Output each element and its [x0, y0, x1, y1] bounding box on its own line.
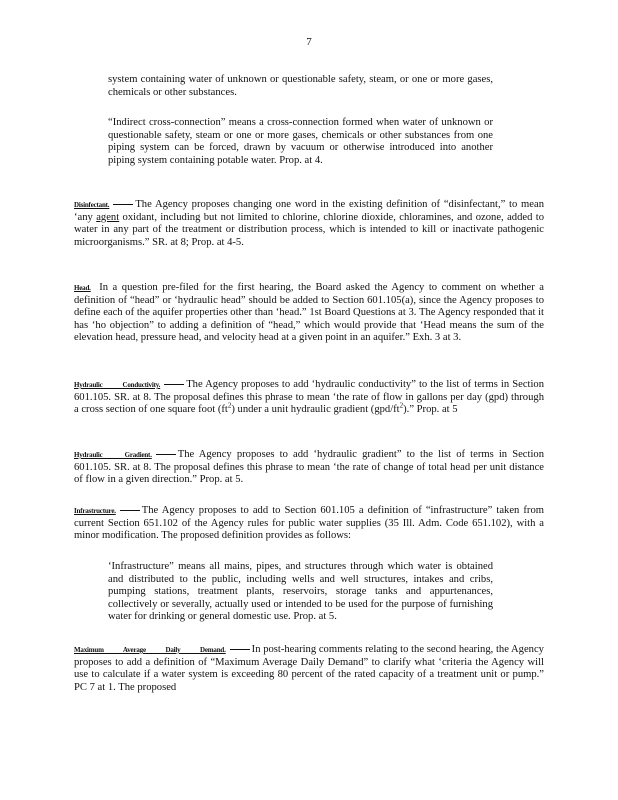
paragraph-cross-connection-continued: system containing water of unknown or questionable safety, steam, or one or more gases, chemicals or other substances.: [108, 74, 493, 98]
superscript-2: 2: [227, 401, 232, 410]
section-label-head: Head.: [74, 284, 91, 292]
hydraulic-conductivity-text-before: The Agency proposes to add ‘hydraulic conductivity” to the list of terms in Section 601.105. SR. at 8. The proposal defines this phrase to mean ‘the rate of flow in gallons per day (gpd) through a cross section of one square foot (ft: [74, 379, 544, 416]
hydraulic-gradient-text: The Agency proposes to add ‘hydraulic gradient” to the list of terms in Section 601.105. SR. at 8. The proposal defines this phrase to mean ‘the rate of change of total head per unit distance of flow in a given direction.” Prop. at 5.: [74, 449, 544, 486]
section-label-hydraulic-conductivity: Hydraulic Conductivity.: [74, 381, 161, 389]
section-maximum-average-daily-demand: [74, 644, 544, 694]
page-number: 7: [306, 36, 312, 48]
hydraulic-conductivity-text-after: ).” Prop. at 5: [403, 404, 458, 416]
disinfectant-underlined-word: agent: [96, 211, 120, 223]
section-label-infrastructure: Infrastructure.: [74, 507, 116, 515]
section-disinfectant: [74, 199, 544, 249]
underline-gap: [230, 648, 250, 650]
section-label-disinfectant: Disinfectant.: [74, 201, 110, 209]
section-infrastructure: [74, 505, 544, 543]
section-hydraulic-gradient: [74, 449, 544, 487]
paragraph-infrastructure-definition: ‘Infrastructure” means all mains, pipes, and structures through which water is obtained and distributed to the public, including wells and well structures, intakes and cribs, pumping stations, treatment plants, reservoirs, storage tanks and appurtenances, collectively or severally, actually used or intended to be used for the purpose of furnishing water for drinking or general domestic use. Prop. at 5.: [108, 561, 493, 623]
section-label-hydraulic-gradient: Hydraulic Gradient.: [74, 451, 152, 459]
underline-gap: [113, 203, 133, 205]
section-label-maximum-average-daily-demand: Maximum Average Daily Demand.: [74, 646, 226, 654]
disinfectant-text-after: oxidant, including but not limited to chlorine, chlorine dioxide, chloramines, and ozone, added to water in any part of the treatment or distribution process, which is intended to kill or inactivate pathogenic microorganisms.” SR. at 8; Prop. at 4-5.: [74, 211, 544, 248]
paragraph-indirect-cross-connection: “Indirect cross-connection” means a cross-connection formed when water of unknown or questionable safety, steam or one or more gases, chemicals or other substances from one piping system can be forced, drawn by vacuum or otherwise introduced into another piping system containing potable water. Prop. at 4.: [108, 117, 493, 166]
hydraulic-conductivity-text-mid: ) under a unit hydraulic gradient (gpd/ft: [231, 404, 400, 416]
section-hydraulic-conductivity: [74, 379, 544, 417]
infrastructure-text: The Agency proposes to add to Section 601.105 a definition of “infrastructure” taken from current Section 651.102 of the Agency rules for public water supplies (35 Ill. Adm. Code 651.102), with a minor modification. The proposed definition provides as follows:: [74, 505, 544, 542]
section-head: [74, 282, 544, 345]
underline-gap: [156, 453, 176, 455]
underline-gap: [164, 383, 184, 385]
maximum-average-daily-demand-text: In post-hearing comments relating to the second hearing, the Agency proposes to add a definition of “Maximum Average Daily Demand” to clarify what ‘criteria the Agency will use to calculate if a water system is exceeding 80 percent of the rated capacity of a treatment unit or pump.” PC 7 at 1. The proposed: [74, 644, 544, 693]
head-text: In a question pre-filed for the first hearing, the Board asked the Agency to comment on whether a definition of “head” or ‘hydraulic head” should be added to Section 601.105(a), since the Agency proposes to define each of the aquifer properties other than ‘head.” 1st Board Questions at 3. The Agency responded that it has ‘ho objection” to adding a definition of “head,” which would provide that ‘Head means the sum of the elevation head, pressure head, and velocity head at a given point in an aquifer.” Exh. 3 at 3.: [74, 282, 544, 344]
disinfectant-text-before: The Agency proposes changing one word in the existing definition of “disinfectant,” to mean ‘any: [74, 199, 544, 223]
superscript-2: 2: [399, 401, 404, 410]
underline-gap: [120, 509, 140, 511]
